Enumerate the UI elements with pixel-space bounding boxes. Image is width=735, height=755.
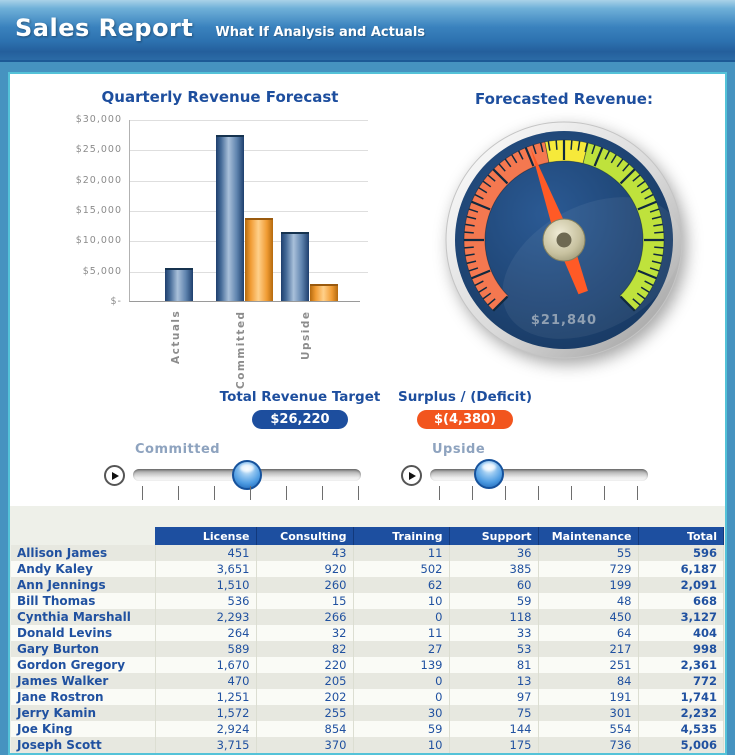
slider-tick xyxy=(439,486,440,500)
y-tick-label: $5,000 xyxy=(82,265,122,277)
cell-total: 998 xyxy=(638,641,724,657)
cell-total: 2,091 xyxy=(638,577,724,593)
cell-value: 55 xyxy=(538,545,638,561)
cell-value: 370 xyxy=(256,737,353,753)
slider-tick xyxy=(214,486,215,500)
slider-tick xyxy=(637,486,638,500)
y-tick-label: $20,000 xyxy=(75,174,122,186)
cell-name: Gordon Gregory xyxy=(11,657,155,673)
cell-value: 729 xyxy=(538,561,638,577)
cell-value: 451 xyxy=(155,545,256,561)
cell-value: 554 xyxy=(538,721,638,737)
cell-name: Gary Burton xyxy=(11,641,155,657)
gridline xyxy=(130,120,368,121)
table-row xyxy=(11,657,724,673)
cell-value: 118 xyxy=(449,609,538,625)
cell-value: 1,670 xyxy=(155,657,256,673)
y-tick-label: $15,000 xyxy=(75,205,122,216)
cell-value: 144 xyxy=(449,721,538,737)
cell-value: 1,572 xyxy=(155,705,256,721)
y-tick-label: $25,000 xyxy=(75,144,122,156)
cell-total: 668 xyxy=(638,593,724,609)
cell-name: James Walker xyxy=(11,673,155,689)
cell-name: Joseph Scott xyxy=(11,737,155,753)
slider-thumb-committed[interactable] xyxy=(232,460,262,490)
slider-play-button-committed[interactable] xyxy=(104,465,125,486)
y-tick-label: $10,000 xyxy=(75,235,122,247)
cell-value: 199 xyxy=(538,577,638,593)
cell-value: 266 xyxy=(256,609,353,625)
cell-value: 502 xyxy=(353,561,449,577)
cell-value: 82 xyxy=(256,641,353,657)
sales-table xyxy=(11,527,724,753)
cell-value: 255 xyxy=(256,705,353,721)
cell-total: 2,232 xyxy=(638,705,724,721)
cell-total: 404 xyxy=(638,625,724,641)
cell-name: Jane Rostron xyxy=(11,689,155,705)
table-row xyxy=(11,625,724,641)
kpi-label: Surplus / (Deficit) xyxy=(397,389,533,405)
table-row xyxy=(11,689,724,705)
gauge-tick xyxy=(654,247,663,248)
sales-table-area xyxy=(10,506,725,753)
cell-name: Jerry Kamin xyxy=(11,705,155,721)
slider-tick xyxy=(322,486,323,500)
kpi-surplus-deficit xyxy=(360,389,570,429)
kpi-value-badge: $26,220 xyxy=(252,410,348,429)
table-row xyxy=(11,641,724,657)
column-header-maintenance: Maintenance xyxy=(538,527,638,545)
cell-value: 251 xyxy=(538,657,638,673)
slider-tick xyxy=(358,486,359,500)
cell-value: 3,715 xyxy=(155,737,256,753)
cell-value: 0 xyxy=(353,673,449,689)
cell-name: Allison James xyxy=(11,545,155,561)
cell-value: 220 xyxy=(256,657,353,673)
cell-value: 1,251 xyxy=(155,689,256,705)
x-category-label: Actuals xyxy=(170,310,182,365)
cell-value: 30 xyxy=(353,705,449,721)
table-row xyxy=(11,593,724,609)
table-row xyxy=(11,721,724,737)
table-row xyxy=(11,545,724,561)
slider-tick xyxy=(250,486,251,500)
y-tick-label: $- xyxy=(110,296,122,307)
cell-value: 48 xyxy=(538,593,638,609)
column-header-license: License xyxy=(155,527,256,545)
table-row xyxy=(11,673,724,689)
cell-value: 264 xyxy=(155,625,256,641)
cell-name: Donald Levins xyxy=(11,625,155,641)
cell-value: 53 xyxy=(449,641,538,657)
gauge-tick xyxy=(464,247,473,248)
cell-value: 13 xyxy=(449,673,538,689)
y-tick-label: $30,000 xyxy=(75,114,122,125)
slider-label-upside: Upside xyxy=(432,442,486,457)
cell-value: 27 xyxy=(353,641,449,657)
table-row xyxy=(11,705,724,721)
cell-total: 4,535 xyxy=(638,721,724,737)
column-header-support: Support xyxy=(449,527,538,545)
cell-value: 36 xyxy=(449,545,538,561)
cell-value: 64 xyxy=(538,625,638,641)
cell-value: 450 xyxy=(538,609,638,625)
cell-value: 59 xyxy=(449,593,538,609)
cell-value: 43 xyxy=(256,545,353,561)
gridline xyxy=(130,211,368,212)
cell-value: 97 xyxy=(449,689,538,705)
bar-committed-forecast-full xyxy=(216,135,244,301)
column-header-total: Total xyxy=(638,527,724,545)
forecasted-revenue-gauge xyxy=(444,120,684,360)
cell-value: 59 xyxy=(353,721,449,737)
cell-value: 139 xyxy=(353,657,449,673)
table-row xyxy=(11,737,724,753)
column-header-training: Training xyxy=(353,527,449,545)
cell-value: 260 xyxy=(256,577,353,593)
cell-name: Andy Kaley xyxy=(11,561,155,577)
cell-total: 596 xyxy=(638,545,724,561)
slider-tick xyxy=(142,486,143,500)
table-row xyxy=(11,561,724,577)
gauge-tick xyxy=(571,140,572,149)
cell-value: 3,651 xyxy=(155,561,256,577)
cell-value: 10 xyxy=(353,593,449,609)
gauge-tick xyxy=(464,232,473,233)
cell-total: 2,361 xyxy=(638,657,724,673)
table-row xyxy=(11,609,724,625)
cell-total: 1,741 xyxy=(638,689,724,705)
cell-value: 11 xyxy=(353,545,449,561)
table-header-row xyxy=(11,527,724,545)
cell-value: 854 xyxy=(256,721,353,737)
cell-value: 84 xyxy=(538,673,638,689)
cell-value: 920 xyxy=(256,561,353,577)
quarterly-revenue-bar-chart xyxy=(129,120,360,302)
slider-thumb-upside[interactable] xyxy=(474,459,504,489)
cell-value: 202 xyxy=(256,689,353,705)
cell-total: 772 xyxy=(638,673,724,689)
cell-value: 81 xyxy=(449,657,538,673)
gauge-value-label: $21,840 xyxy=(530,313,598,328)
gauge-segment xyxy=(545,140,588,163)
cell-value: 60 xyxy=(449,577,538,593)
slider-label-committed: Committed xyxy=(135,442,221,457)
bar-chart-title: Quarterly Revenue Forecast xyxy=(101,88,339,106)
cell-value: 385 xyxy=(449,561,538,577)
bar-upside-forecast-full xyxy=(281,232,309,301)
slider-tick xyxy=(286,486,287,500)
cell-value: 10 xyxy=(353,737,449,753)
cell-value: 536 xyxy=(155,593,256,609)
kpi-label: Total Revenue Target xyxy=(219,389,381,405)
cell-name: Cynthia Marshall xyxy=(11,609,155,625)
cell-value: 2,293 xyxy=(155,609,256,625)
app-header xyxy=(0,0,735,62)
gauge-tick xyxy=(654,232,663,233)
cell-value: 62 xyxy=(353,577,449,593)
bar-actuals-forecast-full xyxy=(165,268,193,301)
slider-tick xyxy=(604,486,605,500)
cell-value: 75 xyxy=(449,705,538,721)
slider-tick xyxy=(472,486,473,500)
slider-tick xyxy=(538,486,539,500)
cell-value: 589 xyxy=(155,641,256,657)
page-title: Sales Report xyxy=(15,14,194,42)
page-subtitle: What If Analysis and Actuals xyxy=(215,25,426,40)
dashboard-panel xyxy=(8,72,727,755)
cell-value: 15 xyxy=(256,593,353,609)
x-category-label: Upside xyxy=(300,310,312,360)
bar-upside-what-if-adjusted xyxy=(310,284,338,301)
cell-value: 1,510 xyxy=(155,577,256,593)
cell-value: 11 xyxy=(353,625,449,641)
cell-name: Joe King xyxy=(11,721,155,737)
cell-value: 736 xyxy=(538,737,638,753)
slider-tick xyxy=(571,486,572,500)
gauge-hub-center xyxy=(557,233,572,248)
gauge-tick xyxy=(556,140,557,149)
cell-value: 0 xyxy=(353,689,449,705)
x-category-label: Committed xyxy=(235,310,247,389)
cell-value: 470 xyxy=(155,673,256,689)
cell-value: 175 xyxy=(449,737,538,753)
bar-committed-what-if-adjusted xyxy=(245,218,273,301)
slider-track-upside[interactable] xyxy=(430,469,648,481)
gridline xyxy=(130,150,368,151)
gauge-title: Forecasted Revenue: xyxy=(475,90,653,108)
cell-value: 217 xyxy=(538,641,638,657)
cell-name: Bill Thomas xyxy=(11,593,155,609)
cell-value: 2,924 xyxy=(155,721,256,737)
cell-value: 301 xyxy=(538,705,638,721)
column-header-consulting: Consulting xyxy=(256,527,353,545)
table-row xyxy=(11,577,724,593)
slider-tick xyxy=(178,486,179,500)
cell-value: 32 xyxy=(256,625,353,641)
cell-value: 205 xyxy=(256,673,353,689)
cell-name: Ann Jennings xyxy=(11,577,155,593)
cell-value: 0 xyxy=(353,609,449,625)
cell-total: 3,127 xyxy=(638,609,724,625)
cell-value: 191 xyxy=(538,689,638,705)
table-header-name-empty xyxy=(11,527,155,545)
play-icon xyxy=(409,472,416,480)
slider-play-button-upside[interactable] xyxy=(401,465,422,486)
slider-tick xyxy=(505,486,506,500)
cell-total: 6,187 xyxy=(638,561,724,577)
cell-total: 5,006 xyxy=(638,737,724,753)
play-icon xyxy=(112,472,119,480)
cell-value: 33 xyxy=(449,625,538,641)
kpi-value-badge: $(4,380) xyxy=(417,410,513,429)
gridline xyxy=(130,181,368,182)
